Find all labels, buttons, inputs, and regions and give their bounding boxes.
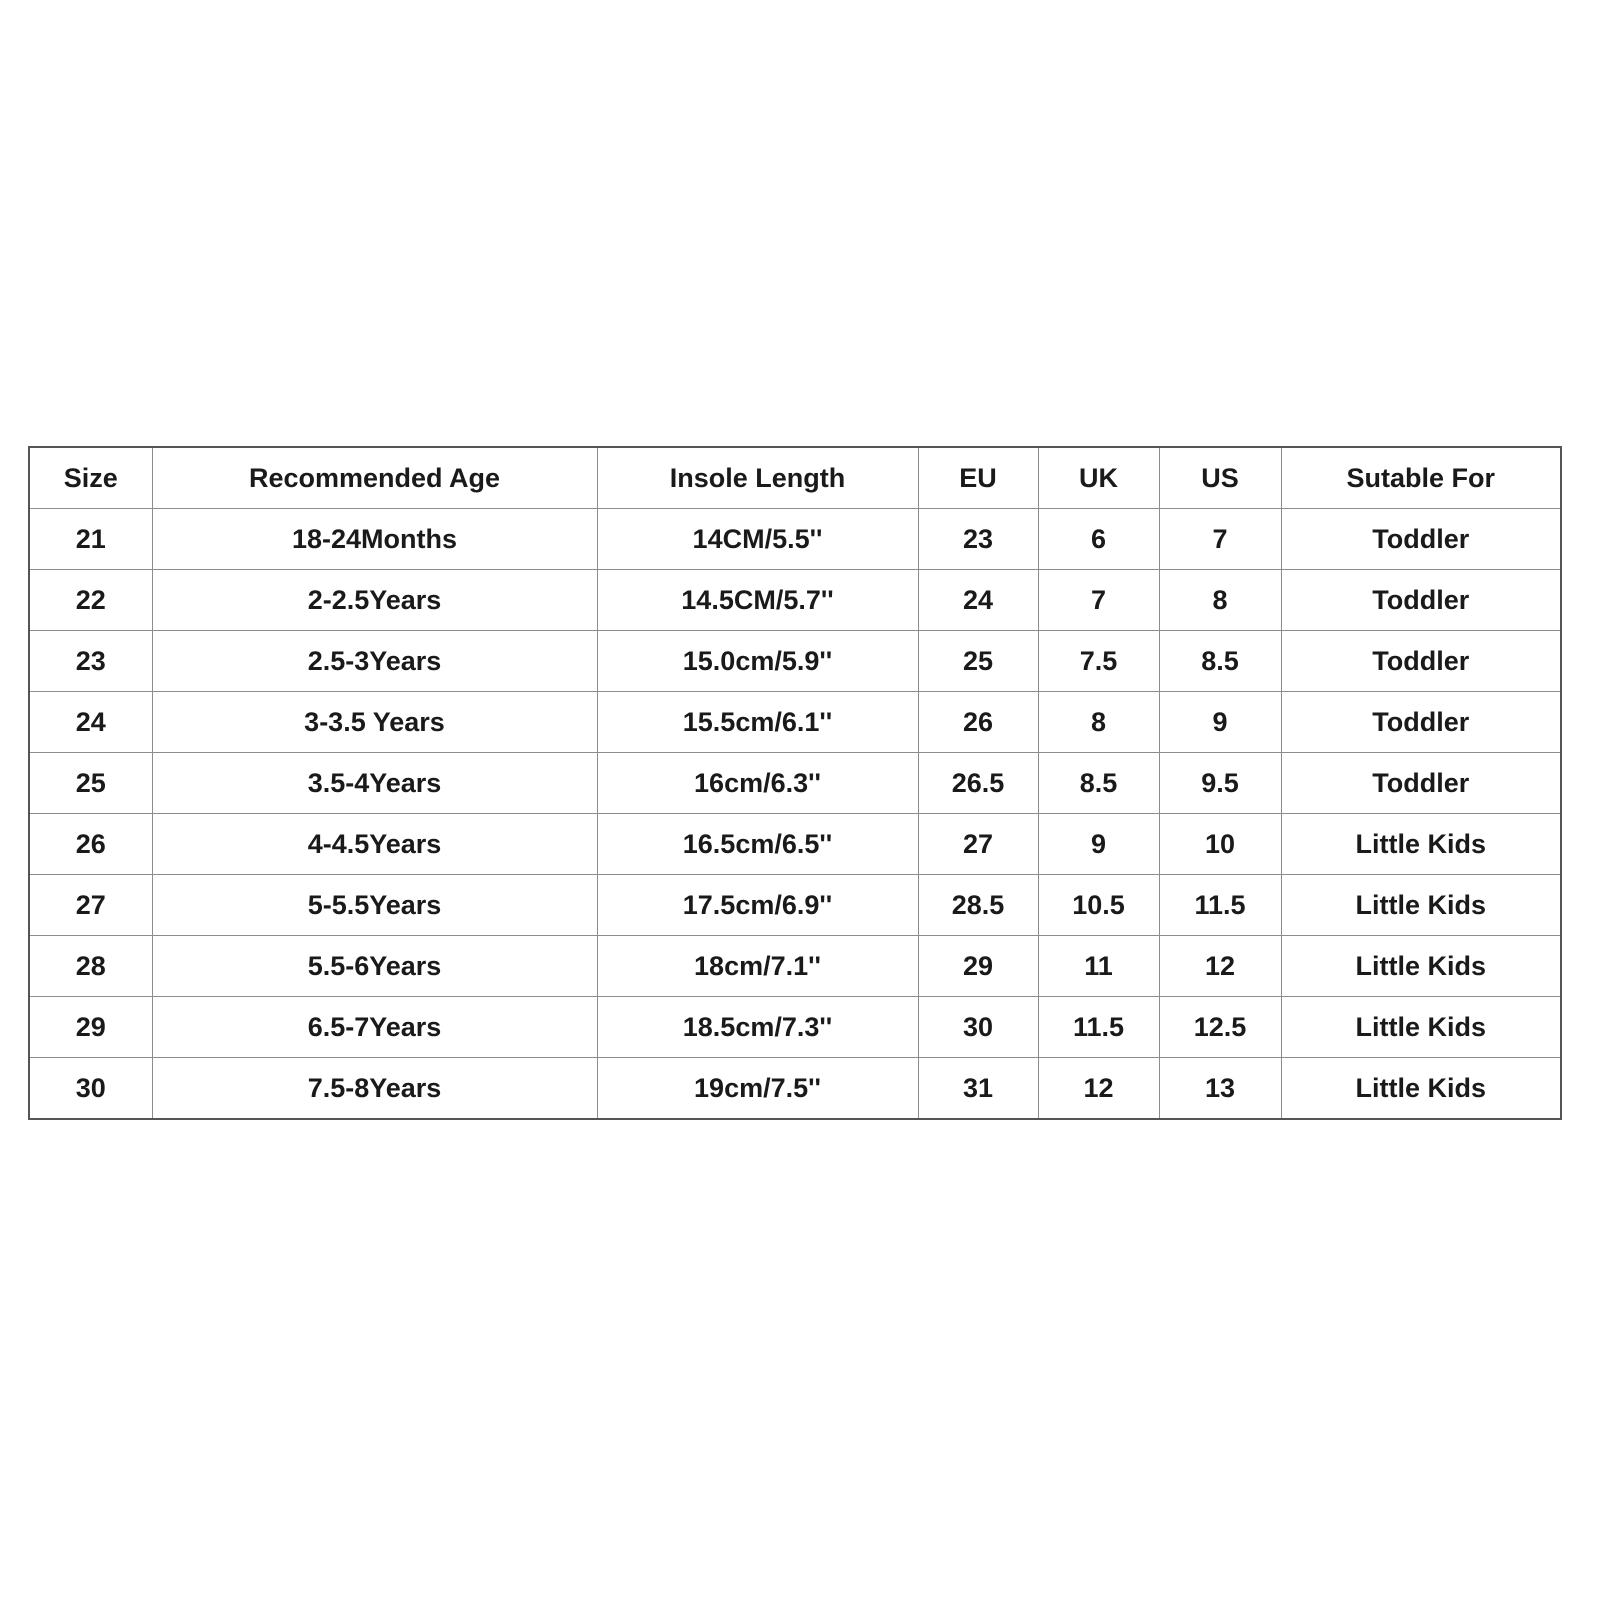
header-us: US <box>1159 447 1281 509</box>
table-row <box>29 631 1561 692</box>
header-eu: EU <box>918 447 1038 509</box>
size-chart-table <box>28 446 1562 1120</box>
table-row <box>29 570 1561 631</box>
header-recommended-age: Recommended Age <box>152 447 597 509</box>
cell-uk: 8 <box>1038 692 1159 753</box>
cell-uk: 7.5 <box>1038 631 1159 692</box>
cell-age: 2.5-3Years <box>152 631 597 692</box>
cell-us: 13 <box>1159 1058 1281 1120</box>
table-row <box>29 997 1561 1058</box>
cell-uk: 12 <box>1038 1058 1159 1120</box>
header-row <box>29 447 1561 509</box>
cell-suitable-for: Little Kids <box>1281 936 1561 997</box>
cell-uk: 11.5 <box>1038 997 1159 1058</box>
cell-uk: 10.5 <box>1038 875 1159 936</box>
cell-age: 18-24Months <box>152 509 597 570</box>
cell-eu: 24 <box>918 570 1038 631</box>
cell-size: 21 <box>29 509 152 570</box>
cell-eu: 28.5 <box>918 875 1038 936</box>
table-row <box>29 936 1561 997</box>
cell-size: 24 <box>29 692 152 753</box>
cell-eu: 26.5 <box>918 753 1038 814</box>
cell-us: 8.5 <box>1159 631 1281 692</box>
cell-size: 22 <box>29 570 152 631</box>
cell-us: 10 <box>1159 814 1281 875</box>
table-row <box>29 875 1561 936</box>
cell-insole: 18.5cm/7.3'' <box>597 997 918 1058</box>
cell-eu: 30 <box>918 997 1038 1058</box>
cell-uk: 6 <box>1038 509 1159 570</box>
cell-insole: 14CM/5.5'' <box>597 509 918 570</box>
cell-suitable-for: Toddler <box>1281 753 1561 814</box>
cell-suitable-for: Toddler <box>1281 509 1561 570</box>
cell-age: 5-5.5Years <box>152 875 597 936</box>
size-chart-container <box>28 446 1560 1120</box>
cell-insole: 15.5cm/6.1'' <box>597 692 918 753</box>
cell-insole: 15.0cm/5.9'' <box>597 631 918 692</box>
cell-eu: 23 <box>918 509 1038 570</box>
cell-suitable-for: Little Kids <box>1281 997 1561 1058</box>
cell-suitable-for: Little Kids <box>1281 875 1561 936</box>
cell-age: 3-3.5 Years <box>152 692 597 753</box>
cell-size: 28 <box>29 936 152 997</box>
table-row <box>29 753 1561 814</box>
cell-age: 5.5-6Years <box>152 936 597 997</box>
cell-insole: 16.5cm/6.5'' <box>597 814 918 875</box>
cell-uk: 11 <box>1038 936 1159 997</box>
cell-size: 25 <box>29 753 152 814</box>
table-row <box>29 692 1561 753</box>
header-size: Size <box>29 447 152 509</box>
cell-us: 12.5 <box>1159 997 1281 1058</box>
header-suitable-for: Sutable For <box>1281 447 1561 509</box>
cell-age: 4-4.5Years <box>152 814 597 875</box>
cell-insole: 18cm/7.1'' <box>597 936 918 997</box>
cell-age: 7.5-8Years <box>152 1058 597 1120</box>
cell-insole: 14.5CM/5.7'' <box>597 570 918 631</box>
cell-size: 29 <box>29 997 152 1058</box>
cell-eu: 25 <box>918 631 1038 692</box>
cell-size: 23 <box>29 631 152 692</box>
cell-age: 6.5-7Years <box>152 997 597 1058</box>
cell-us: 12 <box>1159 936 1281 997</box>
table-row <box>29 814 1561 875</box>
cell-eu: 29 <box>918 936 1038 997</box>
cell-size: 26 <box>29 814 152 875</box>
table-row <box>29 1058 1561 1120</box>
cell-eu: 27 <box>918 814 1038 875</box>
cell-eu: 26 <box>918 692 1038 753</box>
cell-size: 27 <box>29 875 152 936</box>
cell-insole: 19cm/7.5'' <box>597 1058 918 1120</box>
cell-insole: 16cm/6.3'' <box>597 753 918 814</box>
cell-us: 7 <box>1159 509 1281 570</box>
cell-insole: 17.5cm/6.9'' <box>597 875 918 936</box>
cell-suitable-for: Little Kids <box>1281 814 1561 875</box>
cell-us: 9.5 <box>1159 753 1281 814</box>
cell-suitable-for: Toddler <box>1281 631 1561 692</box>
cell-age: 2-2.5Years <box>152 570 597 631</box>
header-uk: UK <box>1038 447 1159 509</box>
cell-uk: 9 <box>1038 814 1159 875</box>
cell-age: 3.5-4Years <box>152 753 597 814</box>
cell-size: 30 <box>29 1058 152 1120</box>
cell-suitable-for: Toddler <box>1281 570 1561 631</box>
cell-suitable-for: Little Kids <box>1281 1058 1561 1120</box>
cell-eu: 31 <box>918 1058 1038 1120</box>
cell-us: 9 <box>1159 692 1281 753</box>
cell-uk: 7 <box>1038 570 1159 631</box>
cell-us: 8 <box>1159 570 1281 631</box>
table-row <box>29 509 1561 570</box>
cell-suitable-for: Toddler <box>1281 692 1561 753</box>
header-insole-length: Insole Length <box>597 447 918 509</box>
cell-uk: 8.5 <box>1038 753 1159 814</box>
cell-us: 11.5 <box>1159 875 1281 936</box>
